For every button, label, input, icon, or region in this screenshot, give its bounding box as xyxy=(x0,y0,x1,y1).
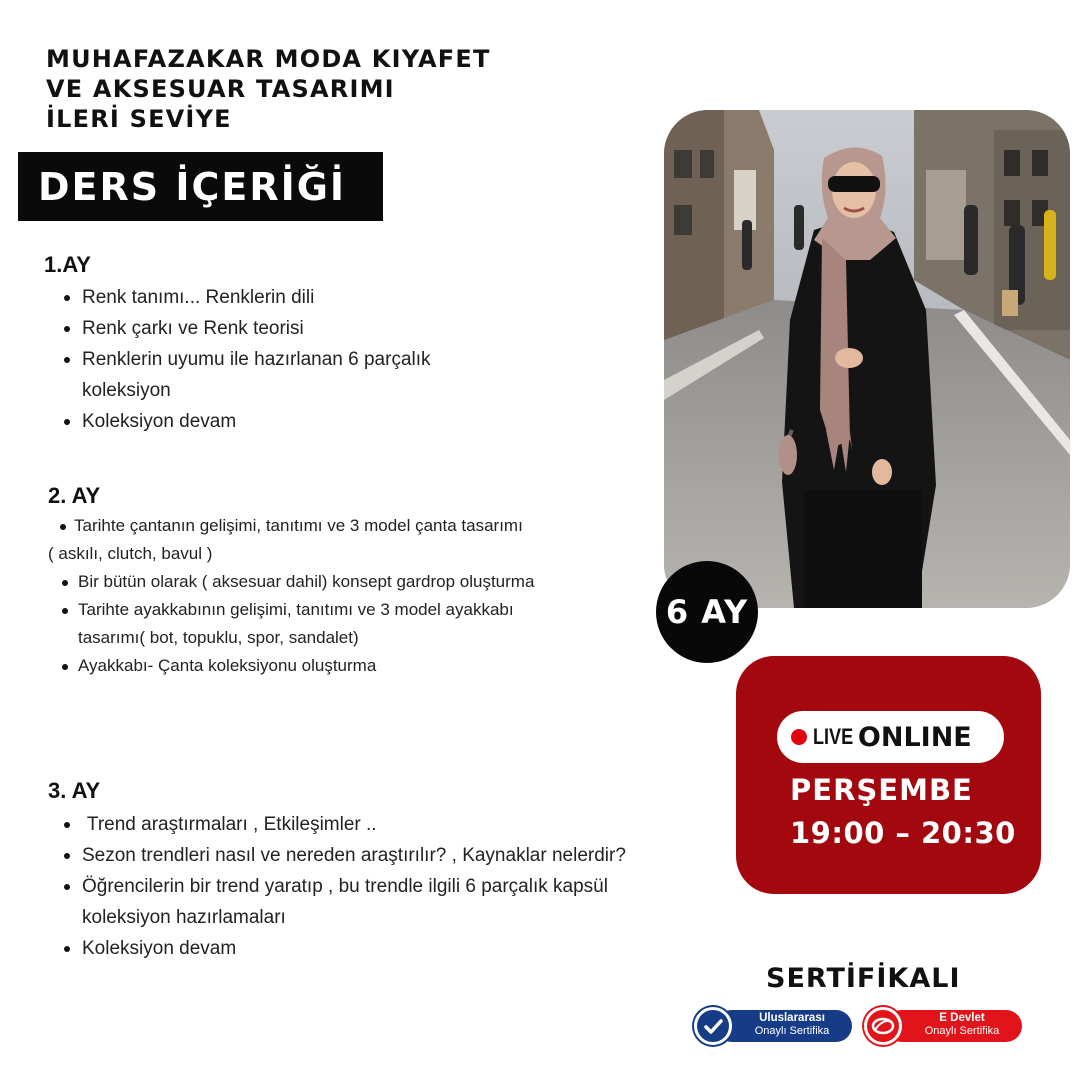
live-label: LIVE xyxy=(813,724,854,749)
edevlet-certificate-badge xyxy=(864,1007,1022,1045)
section-heading: DERS İÇERİĞİ xyxy=(18,152,383,221)
list-item: Renk tanımı... Renklerin dili xyxy=(62,282,622,313)
international-certificate-badge xyxy=(694,1007,852,1045)
schedule-time: 19:00 – 20:30 xyxy=(790,816,1016,850)
course-title-line-1: MUHAFAZAKAR MODA KIYAFET xyxy=(46,45,491,73)
list-item: Koleksiyon devam xyxy=(62,406,622,437)
list-item: Sezon trendleri nasıl ve nereden araştırılır? , Kaynaklar nelerdir? xyxy=(62,840,742,871)
edevlet-logo-icon xyxy=(864,1007,902,1045)
list-item-continuation: ( askılı, clutch, bavul ) xyxy=(48,544,213,563)
list-item: Renk çarkı ve Renk teorisi xyxy=(62,313,622,344)
month-2-list xyxy=(48,512,648,680)
course-title-line-3: İLERİ SEVİYE xyxy=(46,105,232,133)
month-1-list xyxy=(62,282,622,437)
course-title xyxy=(46,44,491,134)
list-item: Koleksiyon devam xyxy=(62,933,742,964)
live-online-pill xyxy=(777,711,1004,763)
list-item: Tarihte ayakkabının gelişimi, tanıtımı ve 3 model ayakkabı xyxy=(58,596,648,624)
month-1-heading: 1.AY xyxy=(44,252,91,277)
badge-line-1: Uluslararası xyxy=(759,1012,825,1024)
list-item-continuation: koleksiyon hazırlamaları xyxy=(82,907,286,928)
list-item-continuation: koleksiyon xyxy=(82,380,171,401)
month-3-heading: 3. AY xyxy=(48,778,101,803)
month-2-heading: 2. AY xyxy=(48,483,101,508)
list-item: Ayakkabı- Çanta koleksiyonu oluşturma xyxy=(58,652,648,680)
course-title-line-2: VE AKSESUAR TASARIMI xyxy=(46,75,395,103)
schedule-day: PERŞEMBE xyxy=(790,773,973,807)
live-dot-icon xyxy=(791,729,807,745)
duration-badge: 6 AY xyxy=(656,561,758,663)
schedule-card xyxy=(736,656,1041,894)
list-item: Tarihte çantanın gelişimi, tanıtımı ve 3 model çanta tasarımı xyxy=(48,512,648,540)
list-item: Renklerin uyumu ile hazırlanan 6 parçalık xyxy=(62,344,622,375)
badge-line-2: Onaylı Sertifika xyxy=(924,1025,1000,1037)
list-item: Öğrencilerin bir trend yaratıp , bu trendle ilgili 6 parçalık kapsül xyxy=(62,871,742,902)
check-icon xyxy=(694,1007,732,1045)
certificate-title: SERTİFİKALI xyxy=(766,963,961,994)
list-item-continuation: tasarımı( bot, topuklu, spor, sandalet) xyxy=(78,628,359,647)
list-item: Bir bütün olarak ( aksesuar dahil) konsept gardrop oluşturma xyxy=(58,568,648,596)
badge-line-1: E Devlet xyxy=(939,1012,985,1024)
list-item: Trend araştırmaları , Etkileşimler .. xyxy=(62,809,742,840)
online-label: ONLINE xyxy=(857,721,972,753)
badge-line-2: Onaylı Sertifika xyxy=(754,1025,830,1037)
instructor-photo xyxy=(664,110,1070,608)
month-3-list xyxy=(62,809,742,964)
